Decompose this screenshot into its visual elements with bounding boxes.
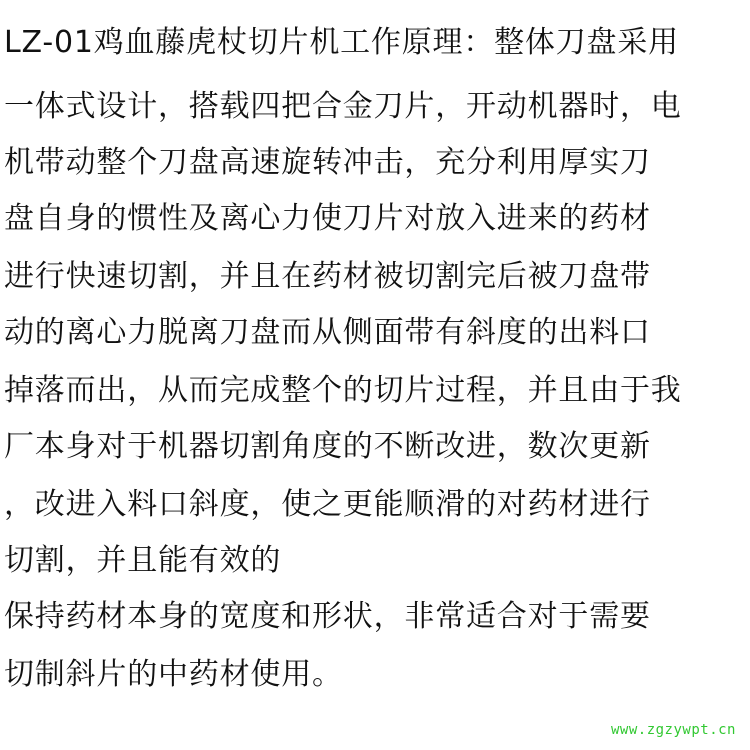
- text-line-11: 保持药材本身的宽度和形状，非常适合对于需要: [4, 599, 651, 634]
- text-line-7: 掉落而出，从而完成整个的切片过程，并且由于我: [4, 373, 682, 408]
- text-line-6: 动的离心力脱离刀盘而从侧面带有斜度的出料口: [4, 315, 651, 350]
- text-line-10: 切割，并且能有效的: [4, 543, 282, 578]
- text-line-9: ，改进入料口斜度，使之更能顺滑的对药材进行: [4, 487, 651, 522]
- text-line-12: 切制斜片的中药材使用。: [4, 657, 343, 692]
- website-watermark: www.zgzywpt.cn: [610, 722, 736, 738]
- text-line-3: 机带动整个刀盘高速旋转冲击，充分利用厚实刀: [4, 145, 651, 180]
- text-line-4: 盘自身的惯性及离心力使刀片对放入进来的药材: [4, 201, 651, 236]
- text-line-1: LZ-01鸡血藤虎杖切片机工作原理：整体刀盘采用: [4, 25, 679, 60]
- text-line-8: 厂本身对于机器切割角度的不断改进，数次更新: [4, 429, 651, 464]
- text-line-5: 进行快速切割，并且在药材被切割完后被刀盘带: [4, 259, 651, 294]
- text-line-2: 一体式设计，搭载四把合金刀片，开动机器时，电: [4, 89, 682, 124]
